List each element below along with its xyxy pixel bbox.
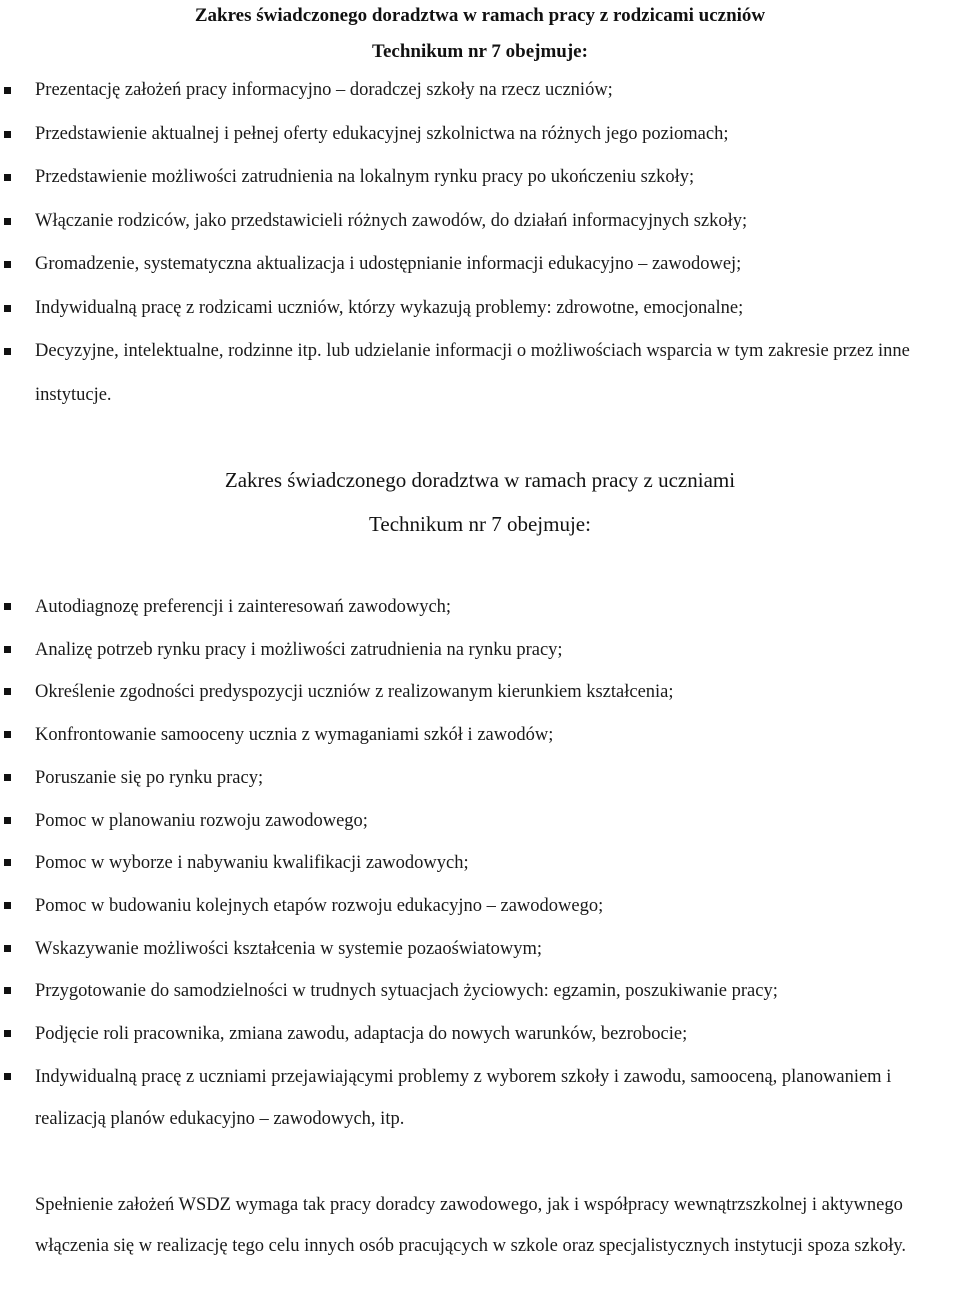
section1-list bbox=[0, 69, 960, 417]
square-bullet-icon bbox=[4, 218, 11, 225]
square-bullet-icon bbox=[4, 131, 11, 138]
square-bullet-icon bbox=[4, 261, 11, 268]
list-item bbox=[0, 757, 960, 800]
square-bullet-icon bbox=[4, 987, 11, 994]
list-item-text: Pomoc w wyborze i nabywaniu kwalifikacji zawodowych; bbox=[35, 853, 469, 874]
list-item bbox=[0, 586, 960, 629]
list-item-text: Indywidualną pracę z uczniami przejawiającymi problemy z wyborem szkoły i zawodu, samooceną, planowaniem i realizacją planów edukacyjno – zawodowych, itp. bbox=[35, 1066, 892, 1130]
list-item bbox=[0, 800, 960, 843]
square-bullet-icon bbox=[4, 348, 11, 355]
list-item-text: Poruszanie się po rynku pracy; bbox=[35, 767, 264, 788]
list-item bbox=[0, 970, 960, 1013]
list-item bbox=[0, 113, 960, 157]
section2-title-line2: Technikum nr 7 obejmuje: bbox=[369, 512, 591, 536]
square-bullet-icon bbox=[4, 1030, 11, 1037]
list-item-text: Prezentację założeń pracy informacyjno – doradczej szkoły na rzecz uczniów; bbox=[35, 80, 613, 100]
list-item bbox=[0, 714, 960, 757]
square-bullet-icon bbox=[4, 817, 11, 824]
square-bullet-icon bbox=[4, 859, 11, 866]
square-bullet-icon bbox=[4, 945, 11, 952]
list-item bbox=[0, 69, 960, 113]
square-bullet-icon bbox=[4, 305, 11, 312]
list-item bbox=[0, 928, 960, 971]
section1-title-line2: Technikum nr 7 obejmuje: bbox=[372, 41, 588, 62]
section2-list bbox=[0, 586, 960, 1141]
section2-heading bbox=[0, 460, 960, 548]
closing-paragraph: Spełnienie założeń WSDZ wymaga tak pracy doradcy zawodowego, jak i współpracy wewnątrzszkolnej i aktywnego włączenia się w realizację tego celu innych osób pracujących w szkole oraz specjalistycznych instytucji spoza szkoły. bbox=[35, 1195, 907, 1256]
square-bullet-icon bbox=[4, 87, 11, 94]
list-item-text: Analizę potrzeb rynku pracy i możliwości zatrudnienia na rynku pracy; bbox=[35, 639, 563, 660]
section2-title-line1: Zakres świadczonego doradztwa w ramach pracy z uczniami bbox=[224, 468, 736, 492]
list-item bbox=[0, 200, 960, 244]
list-item-text: Decyzyjne, intelektualne, rodzinne itp. lub udzielanie informacji o możliwościach wsparcia w tym zakresie przez inne instytucje. bbox=[35, 341, 910, 405]
list-item-text: Włączanie rodziców, jako przedstawicieli różnych zawodów, do działań informacyjnych szkoły; bbox=[35, 210, 748, 231]
section1-heading bbox=[0, 0, 960, 72]
section1-title-line1: Zakres świadczonego doradztwa w ramach pracy z rodzicami uczniów bbox=[194, 5, 766, 26]
square-bullet-icon bbox=[4, 646, 11, 653]
square-bullet-icon bbox=[4, 603, 11, 610]
list-item-text: Indywidualną pracę z rodzicami uczniów, którzy wykazują problemy: zdrowotne, emocjonalne; bbox=[35, 297, 744, 318]
list-item-text: Określenie zgodności predyspozycji uczniów z realizowanym kierunkiem kształcenia; bbox=[35, 682, 674, 703]
list-item-text: Przygotowanie do samodzielności w trudnych sytuacjach życiowych: egzamin, poszukiwanie pracy; bbox=[35, 981, 778, 1002]
list-item-text: Przedstawienie aktualnej i pełnej oferty edukacyjnej szkolnictwa na różnych jego poziomach; bbox=[35, 123, 729, 144]
list-item-text: Wskazywanie możliwości kształcenia w systemie pozaoświatowym; bbox=[35, 938, 543, 959]
square-bullet-icon bbox=[4, 688, 11, 695]
list-item bbox=[0, 330, 960, 417]
list-item bbox=[0, 243, 960, 287]
list-item bbox=[0, 629, 960, 672]
list-item bbox=[0, 671, 960, 714]
list-item bbox=[0, 885, 960, 928]
list-item-text: Autodiagnozę preferencji i zainteresowań zawodowych; bbox=[35, 597, 452, 617]
list-item bbox=[0, 1056, 960, 1141]
list-item-text: Pomoc w budowaniu kolejnych etapów rozwoju edukacyjno – zawodowego; bbox=[35, 895, 604, 916]
list-item bbox=[0, 156, 960, 200]
square-bullet-icon bbox=[4, 174, 11, 181]
list-item-text: Przedstawienie możliwości zatrudnienia na lokalnym rynku pracy po ukończeniu szkoły; bbox=[35, 167, 695, 187]
list-item-text: Gromadzenie, systematyczna aktualizacja i udostępnianie informacji edukacyjno – zawodowej; bbox=[35, 254, 742, 274]
list-item-text: Pomoc w planowaniu rozwoju zawodowego; bbox=[35, 810, 368, 831]
list-item bbox=[0, 842, 960, 885]
square-bullet-icon bbox=[4, 1073, 11, 1080]
list-item bbox=[0, 287, 960, 331]
square-bullet-icon bbox=[4, 902, 11, 909]
square-bullet-icon bbox=[4, 731, 11, 738]
square-bullet-icon bbox=[4, 774, 11, 781]
list-item bbox=[0, 1013, 960, 1056]
list-item-text: Podjęcie roli pracownika, zmiana zawodu, adaptacja do nowych warunków, bezrobocie; bbox=[35, 1024, 688, 1045]
list-item-text: Konfrontowanie samooceny ucznia z wymaganiami szkół i zawodów; bbox=[35, 725, 554, 746]
